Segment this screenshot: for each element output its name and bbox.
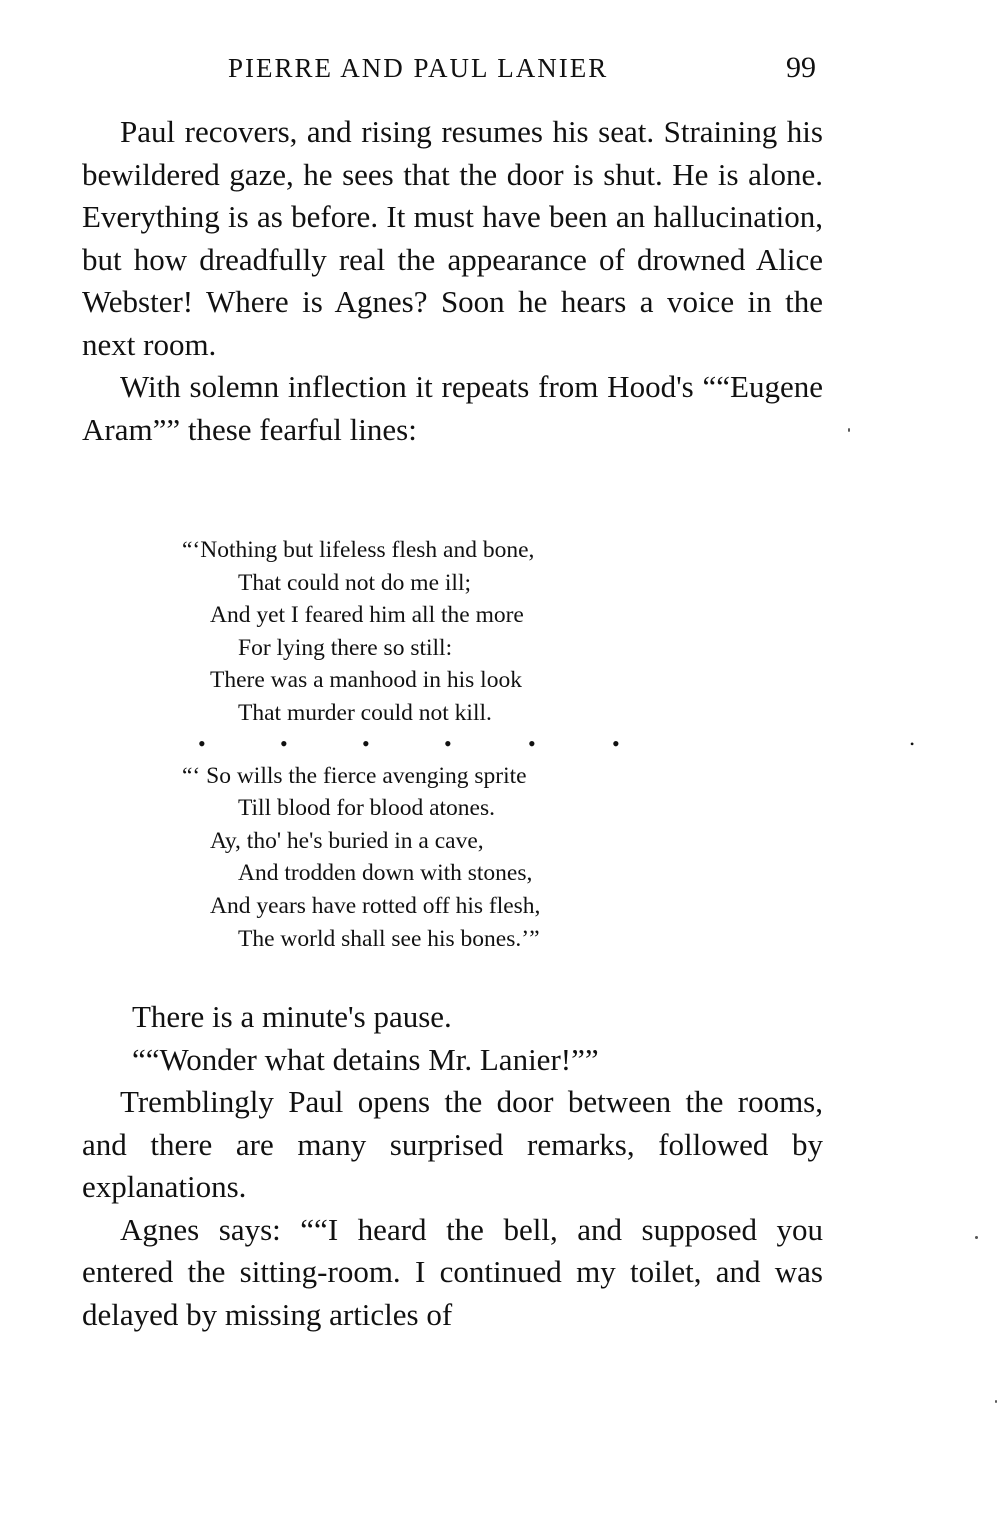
poem-line: And yet I feared him all the more [210,602,524,629]
poem-line: Ay, tho' he's buried in a cave, [210,827,484,854]
paragraph: Agnes says: ““I heard the bell, and supposed you entered the sitting-room. I continued my toilet, and was delayed by missing articles of [82,1211,823,1332]
ellipsis-dot: • [280,730,288,756]
poem-line: There was a manhood in his look [210,667,522,694]
ellipsis-dot: • [612,730,620,756]
scan-speck [848,428,850,432]
poem-line: For lying there so still: [238,634,453,661]
running-head: PIERRE AND PAUL LANIER [228,53,609,83]
ellipsis-row [182,730,915,760]
paragraph: Tremblingly Paul opens the door between the rooms, and there are many surprised remarks, followed by explanations. [82,1084,823,1204]
page-number: 99 [786,51,816,84]
scan-speck [975,1236,978,1239]
text-block-top [82,111,823,451]
poem-line: “‘Nothing but lifeless flesh and bone, [182,537,535,563]
paragraph: Paul recovers, and rising resumes his seat. Straining his bewildered gaze, he sees that the door is shut. He is alone. Everything is as before. It must have been an hallucination, but how dreadfully real the appearance of drowned Alice Webster! Where is Agnes? Soon he hears a voice in the next room. [82,114,823,362]
ellipsis-dot: • [198,730,206,756]
paragraph: ““Wonder what detains Mr. Lanier!”” [132,1041,599,1077]
poem-line: And trodden down with stones, [238,860,533,887]
ellipsis-dot: • [362,730,370,756]
poem-line: That could not do me ill; [238,569,472,596]
scan-speck [995,1400,997,1403]
poem-line: That murder could not kill. [238,699,492,726]
ellipsis-dot: • [444,730,452,756]
paragraph: There is a minute's pause. [132,999,452,1034]
poem-line: Till blood for blood atones. [238,795,495,822]
poem-line: The world shall see his bones.’” [238,925,540,952]
ellipsis-dot: • [910,736,915,751]
poem-line: “‘ So wills the fierce avenging sprite [182,762,527,789]
paragraph: With solemn inflection it repeats from Hood's ““Eugene Aram”” these fearful lines: [82,369,823,447]
poem-quotation [182,534,915,955]
text-block-bottom [82,996,823,1336]
poem-line: And years have rotted off his flesh, [210,892,541,919]
ellipsis-dot: • [528,730,536,756]
